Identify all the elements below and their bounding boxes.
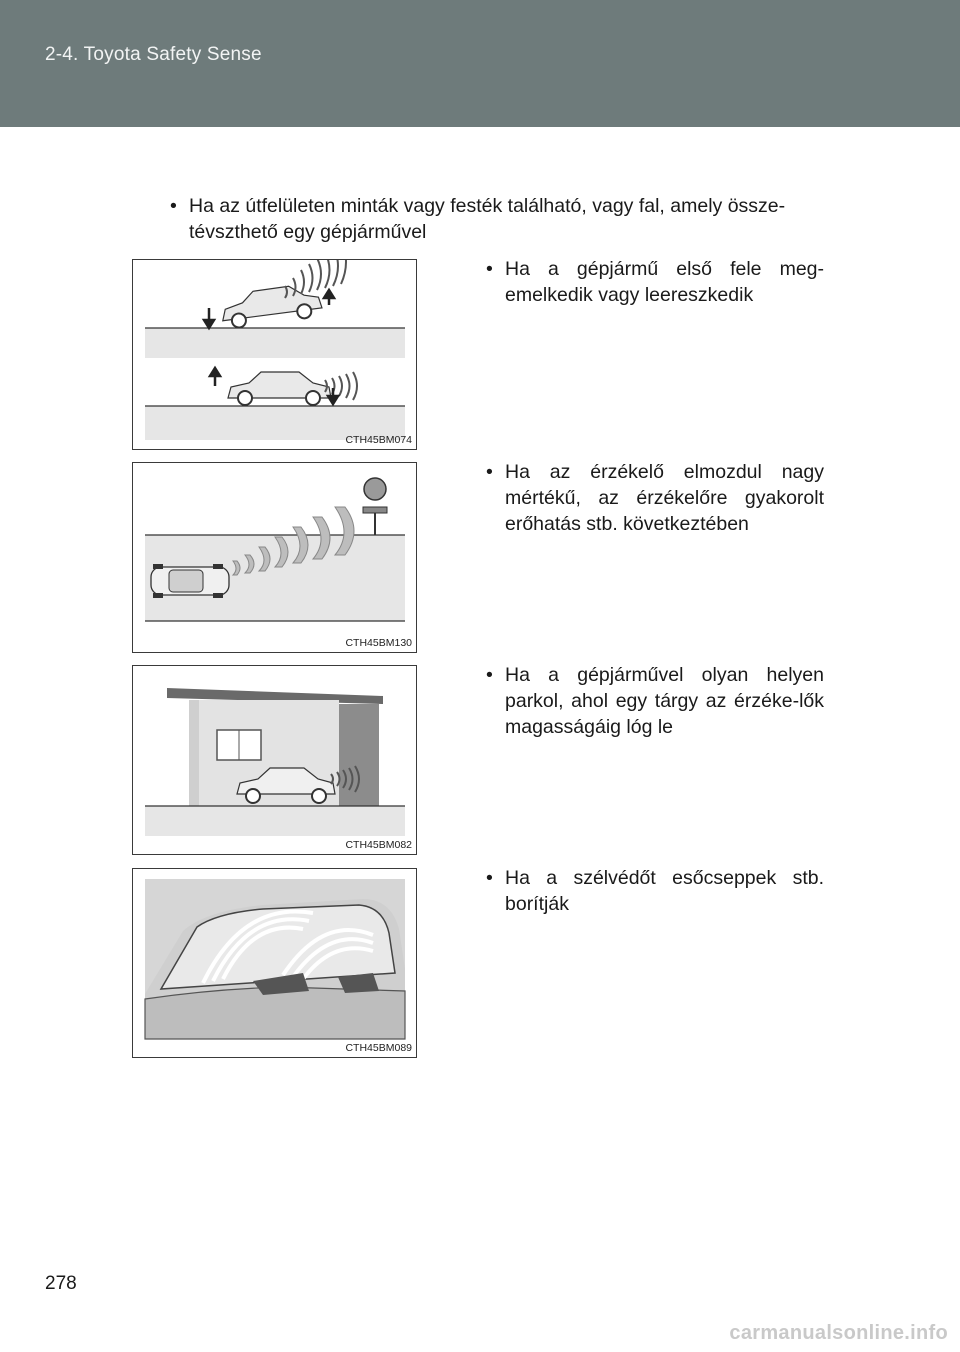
figure-code: CTH45BM082 [345, 839, 412, 851]
intro-bullet [170, 193, 830, 245]
figure-windshield-rain [132, 868, 417, 1058]
bullet-text: Ha az érzékelő elmozdul nagy mértékű, az érzékelőre gyakorolt erőhatás stb. következtében [505, 461, 824, 535]
bullet-text: Ha a szélvédőt esőcseppek stb. borítják [505, 867, 824, 915]
windshield-rain-illustration [133, 869, 416, 1057]
bullet-text: Ha a gépjárművel olyan helyen parkol, ahol egy tárgy az érzéke-lők magasságáig lóg le [505, 664, 824, 738]
bullet-item [486, 865, 824, 917]
figure-code: CTH45BM089 [345, 1042, 412, 1054]
bullet-dot: • [486, 258, 493, 280]
bullet-item [486, 662, 824, 740]
page-header [0, 0, 960, 127]
page-number: 278 [45, 1273, 77, 1294]
section-title: 2-4. Toyota Safety Sense [45, 44, 262, 65]
figure-overhang [132, 665, 417, 855]
car-pitch-illustration [133, 260, 416, 449]
figure-sensor-misaligned [132, 462, 417, 653]
bullet-dot: • [486, 664, 493, 686]
figure-code: CTH45BM130 [345, 637, 412, 649]
bullet-item [486, 256, 824, 308]
bullet-dot: • [170, 195, 177, 217]
bullet-item [486, 459, 824, 537]
figure-code: CTH45BM074 [345, 434, 412, 446]
overhang-illustration [133, 666, 416, 854]
bullet-dot: • [486, 867, 493, 889]
bullet-dot: • [486, 461, 493, 483]
bullet-text: Ha a gépjármű első fele meg-emelkedik vagy leereszkedik [505, 258, 824, 306]
sensor-misaligned-illustration [133, 463, 416, 652]
watermark: carmanualsonline.info [729, 1322, 948, 1344]
figure-car-pitch [132, 259, 417, 450]
intro-bullet-text: Ha az útfelületen minták vagy festék található, vagy fal, amely össze-tévszthető egy gépjárművel [189, 195, 786, 243]
